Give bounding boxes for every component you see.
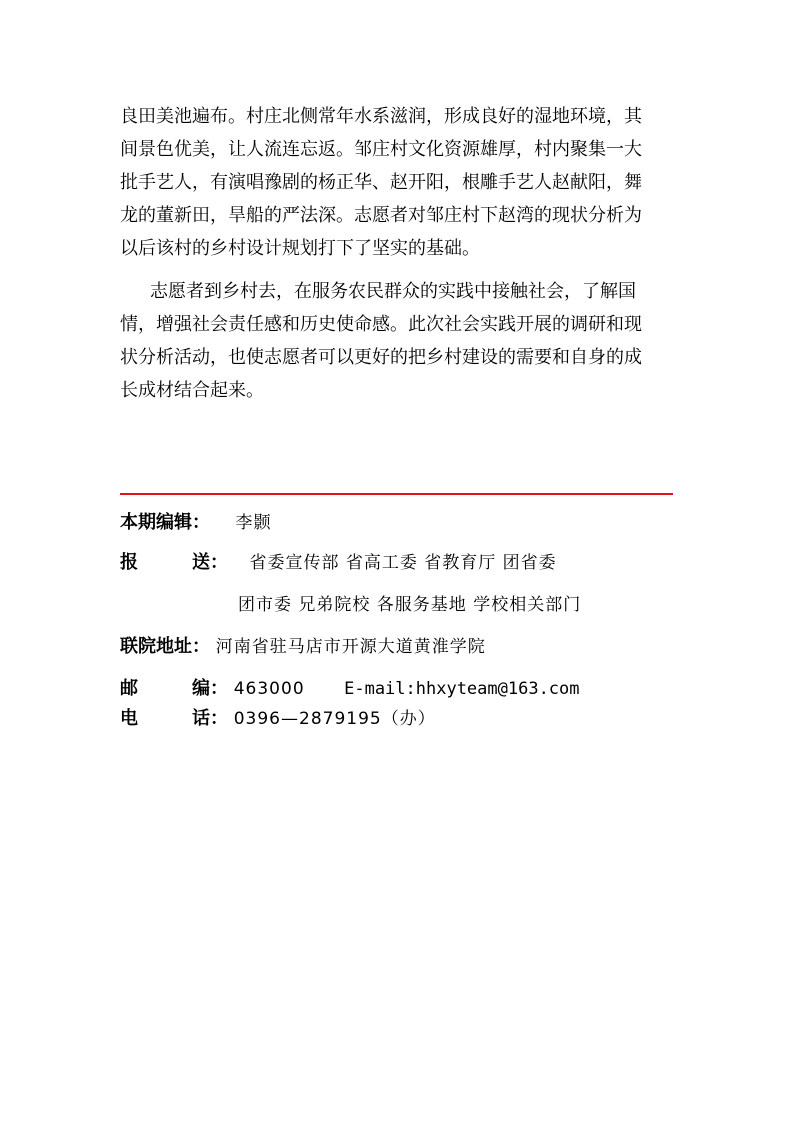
text-line: 良田美池遍布。村庄北侧常年水系滋润，形成良好的湿地环境，其 [120,106,642,127]
text-line: 批手艺人，有演唱豫剧的杨正华、赵开阳，根雕手艺人赵献阳，舞 [120,172,642,193]
text-line: 状分析活动，也使志愿者可以更好的把乡村建设的需要和自身的成 [120,347,642,368]
text-line: 情，增强社会责任感和历史使命感。此次社会实践开展的调研和现 [120,314,642,335]
editor-row [120,508,271,538]
red-divider-line [120,493,673,495]
postcode-label-a: 邮 [120,678,138,699]
phone-label-b: 话： [192,708,228,729]
editor-value: 李颢 [235,513,272,533]
text-line: 长成材结合起来。 [120,380,264,401]
text-line: 龙的董新田，旱船的严法深。志愿者对邹庄村下赵湾的现状分析为 [120,205,642,226]
email-value: E-mail:hhxyteam@163.com [344,679,580,699]
paragraph-2 [120,275,680,407]
postcode-label [120,674,228,704]
address-value: 河南省驻马店市开源大道黄淮学院 [215,637,486,657]
postcode-value: 463000 [233,679,305,699]
postcode-label-b: 编： [192,678,228,699]
distribution-line-2: 团市委 兄弟院校 各服务基地 学校相关部门 [238,595,582,615]
phone-value: 0396—2879195（办） [233,709,436,729]
distribution-line-1: 省委宣传部 省高工委 省教育厅 团省委 [249,553,557,573]
distribution-label-a: 报 [120,552,138,573]
paragraph-1 [120,100,680,265]
text-line: 以后该村的乡村设计规划打下了坚实的基础。 [120,238,480,259]
postcode-row [120,674,580,704]
phone-label-a: 电 [120,708,138,729]
address-row [120,632,486,662]
article-body [120,100,680,407]
distribution-label [120,548,228,578]
distribution-row-2 [238,590,581,620]
distribution-label-b: 送： [192,552,228,573]
phone-label [120,704,228,734]
text-line: 间景色优美，让人流连忘返。邹庄村文化资源雄厚，村内聚集一大 [120,139,642,160]
phone-row [120,704,436,734]
text-line: 志愿者到乡村去，在服务农民群众的实践中接触社会，了解国 [150,281,636,302]
editor-label: 本期编辑： [120,512,210,533]
address-label: 联院地址： [120,636,210,657]
distribution-row [120,548,557,578]
